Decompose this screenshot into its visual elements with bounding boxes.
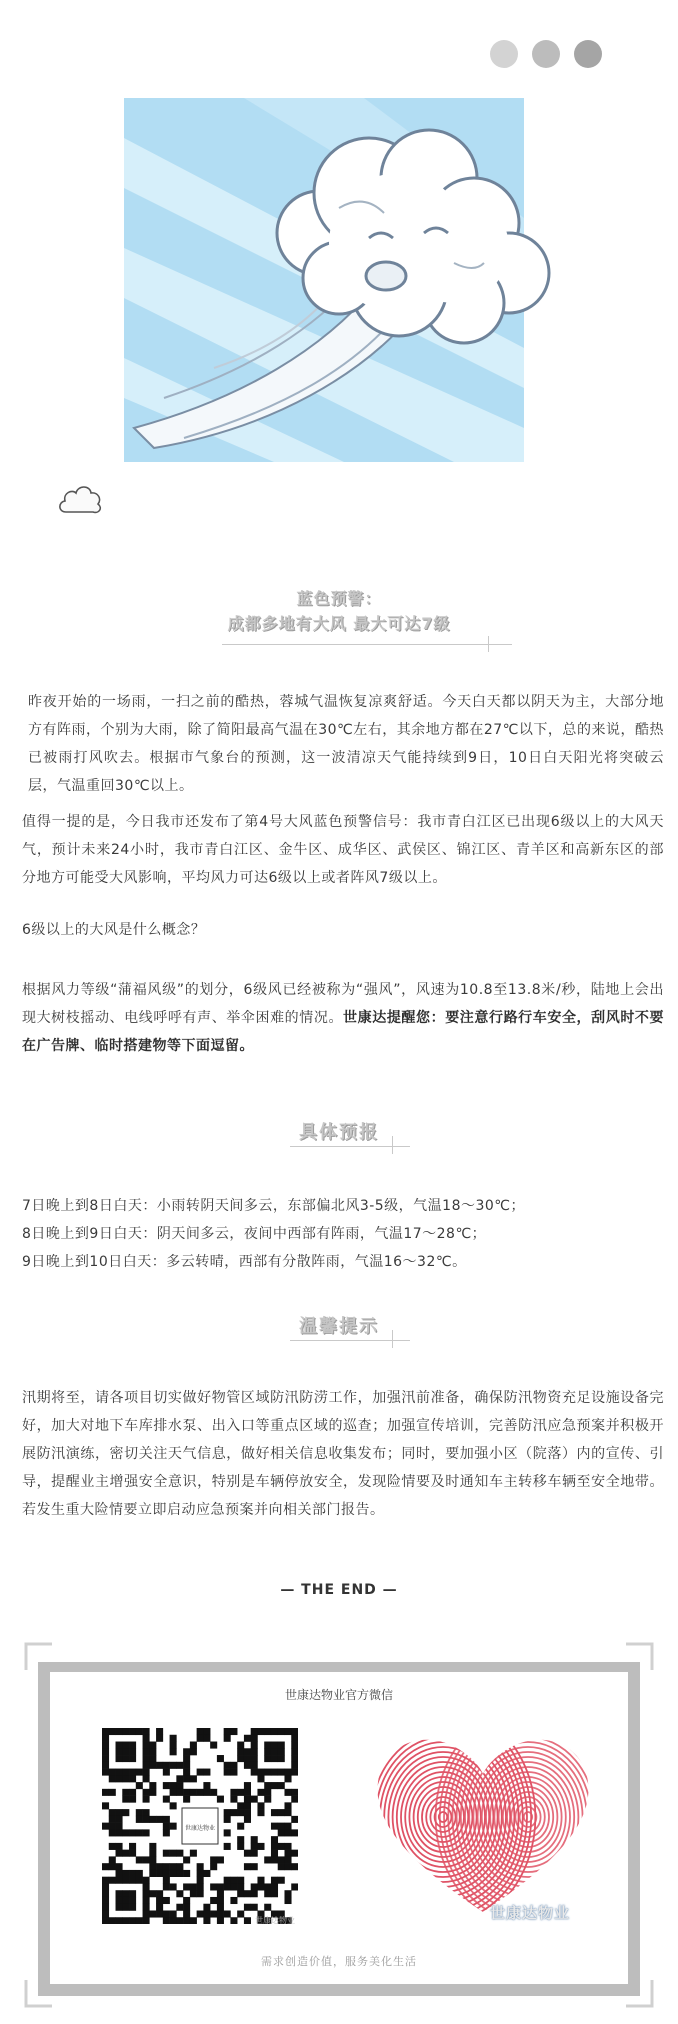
title-divider [222, 644, 512, 645]
dot-3 [574, 40, 602, 68]
title-line-2: 成都多地有大风 最大可达7级 [227, 614, 451, 633]
wind-explanation [22, 976, 664, 1060]
safety-reminder: 世康达提醒您：要注意行路行车安全，刮风时不要在广告牌、临时搭建物等下面逗留。 [22, 1010, 664, 1054]
cloud-icon [56, 480, 104, 518]
fingerprint-ridge [465, 1742, 591, 1892]
forecast-item: 9日晚上到10日白天：多云转晴，西部有分散阵雨，气温16～32℃。 [22, 1254, 467, 1270]
forecast-divider-tick [392, 1136, 393, 1154]
dot-1 [490, 40, 518, 68]
forecast-item: 8日晚上到9日白天：阴天间多云，夜间中西部有阵雨，气温17～28℃； [22, 1226, 487, 1242]
title-line-1: 蓝色预警： [296, 589, 382, 608]
wechat-watermark: 世康达物业 [490, 1904, 571, 1922]
fingerprint-ridge [482, 1762, 574, 1872]
qr-code[interactable] [102, 1728, 298, 1924]
fingerprint-ridge [380, 1742, 506, 1892]
qr-logo-text: 世康达物业 [184, 1825, 216, 1832]
wind-explanation-text: 根据风力等级“蒲福风级”的划分，6级风已经被称为“强风”，风速为10.8至13.8米/秒，陆地上会出现大树枝摇动、电线呼呼有声、举伞困难的情况。 [22, 982, 664, 1026]
warning-paragraph: 值得一提的是，今日我市还发布了第4号大风蓝色预警信号：我市青白江区已出现6级以上的大风天气，预计未来24小时，我市青白江区、金牛区、成华区、武侯区、锦江区、青羊区和高新东区的部分地方可能受大风影响，平均风力可达6级以上或者阵风7级以上。 [22, 814, 664, 886]
fingerprint-ridge [397, 1762, 489, 1872]
fingerprint-ridge [507, 1792, 549, 1842]
intro-paragraph: 昨夜开始的一场雨，一扫之前的酷热，蓉城气温恢复凉爽舒适。今天白天都以阴天为主，大部分地方有阵雨，个别为大雨，除了简阳最高气温在30℃左右，其余地方都在27℃以下，总的来说，酷热已被雨打风吹去。根据市气象台的预测，这一波清凉天气能持续到9日，10日白天阳光将突破云层，气温重回30℃以上。 [28, 694, 664, 794]
question-line: 6级以上的大风是什么概念？ [22, 922, 206, 938]
wind-cloud-illustration [124, 98, 576, 462]
card-slogan: 需求创造价值，服务美化生活 [261, 1955, 417, 1968]
tips-heading: 温馨提示 [299, 1316, 379, 1337]
card-title: 世康达物业官方微信 [284, 1688, 393, 1702]
title-divider-tick [488, 636, 489, 652]
warning-title [0, 586, 678, 634]
the-end: — THE END — [280, 1582, 398, 1598]
tips-paragraph: 汛期将至，请各项目切实做好物管区域防汛防涝工作，加强汛前准备，确保防汛物资充足设施设备完好，加大对地下车库排水泵、出入口等重点区域的巡查；加强宣传培训，完善防汛应急预案并积极开展防汛演练，密切关注天气信息，做好相关信息收集发布；同时，要加强小区（院落）内的宣传、引导，提醒业主增强安全意识，特别是车辆停放安全，发现险情要及时通知车主转移车辆至安全地带。若发生重大险情要立即启动应急预案并向相关部门报告。 [22, 1390, 664, 1518]
dot-2 [532, 40, 560, 68]
forecast-heading: 具体预报 [299, 1122, 379, 1143]
fingerprint-heart-image [368, 1722, 598, 1922]
tips-divider-tick [392, 1330, 393, 1348]
qr-caption: 世康达物业 [255, 1916, 295, 1925]
forecast-item: 7日晚上到8日白天：小雨转阴天间多云，东部偏北风3-5级，气温18～30℃； [22, 1198, 526, 1214]
